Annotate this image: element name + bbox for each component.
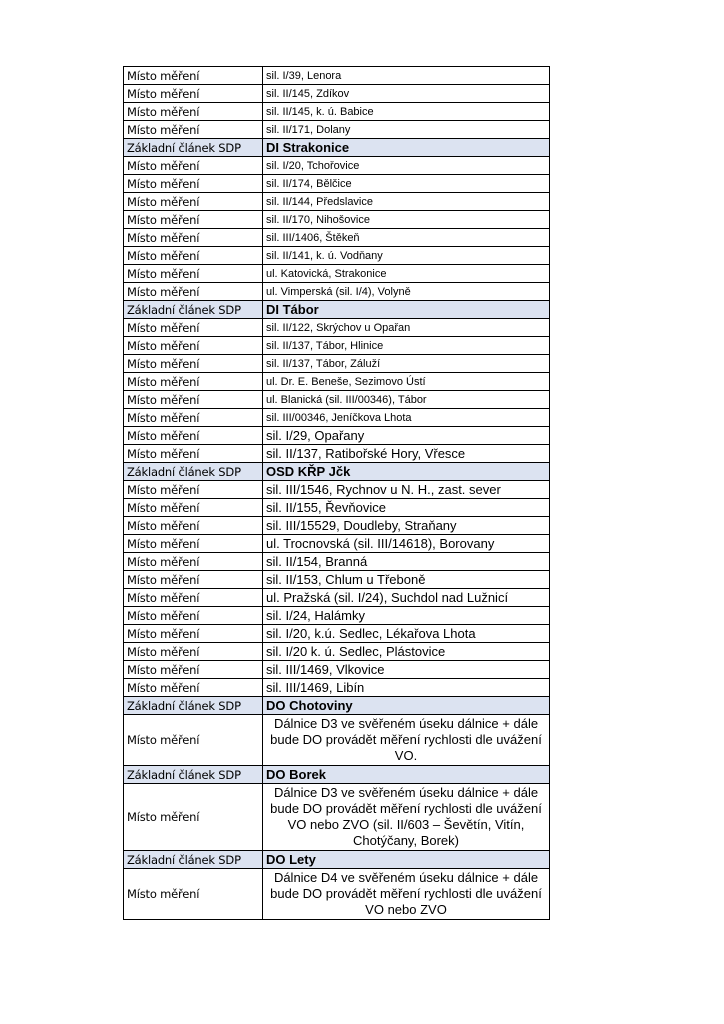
location-value-cell: sil. I/29, Opařany <box>263 427 550 445</box>
location-value-cell: ul. Vimperská (sil. I/4), Volyně <box>263 283 550 301</box>
table-row <box>124 157 550 175</box>
location-value-cell: Dálnice D3 ve svěřeném úseku dálnice + dále bude DO provádět měření rychlosti dle uvážení VO nebo ZVO (sil. II/603 – Ševětín, Vitín, Chotýčany, Borek) <box>263 784 550 851</box>
place-label-cell: Místo měření <box>124 103 263 121</box>
place-label-cell: Místo měření <box>124 607 263 625</box>
location-value-cell: ul. Trocnovská (sil. III/14618), Borovany <box>263 535 550 553</box>
place-label-cell: Místo měření <box>124 337 263 355</box>
table-row <box>124 643 550 661</box>
location-value-cell: sil. III/1546, Rychnov u N. H., zast. sever <box>263 481 550 499</box>
table-row <box>124 535 550 553</box>
location-value-cell: sil. II/145, k. ú. Babice <box>263 103 550 121</box>
table-body <box>124 67 550 920</box>
location-value-cell: Dálnice D4 ve svěřeném úseku dálnice + dále bude DO provádět měření rychlosti dle uvážení VO nebo ZVO <box>263 869 550 920</box>
place-label-cell: Místo měření <box>124 85 263 103</box>
place-label-cell: Místo měření <box>124 157 263 175</box>
section-name-cell: DI Strakonice <box>263 139 550 157</box>
table-row <box>124 607 550 625</box>
table-row <box>124 103 550 121</box>
place-label-cell: Místo měření <box>124 427 263 445</box>
place-label-cell: Místo měření <box>124 355 263 373</box>
location-value-cell: sil. I/20 k. ú. Sedlec, Plástovice <box>263 643 550 661</box>
table-row <box>124 67 550 85</box>
place-label-cell: Místo měření <box>124 517 263 535</box>
section-name-cell: DI Tábor <box>263 301 550 319</box>
table-row <box>124 175 550 193</box>
table-row <box>124 337 550 355</box>
section-label-cell: Základní článek SDP <box>124 463 263 481</box>
location-value-cell: sil. II/141, k. ú. Vodňany <box>263 247 550 265</box>
table-row <box>124 517 550 535</box>
section-header-row <box>124 851 550 869</box>
place-label-cell: Místo měření <box>124 535 263 553</box>
location-value-cell: sil. II/144, Předslavice <box>263 193 550 211</box>
table-row <box>124 427 550 445</box>
section-label-cell: Základní článek SDP <box>124 851 263 869</box>
place-label-cell: Místo měření <box>124 319 263 337</box>
section-label-cell: Základní článek SDP <box>124 697 263 715</box>
location-value-cell: sil. II/137, Tábor, Záluží <box>263 355 550 373</box>
location-value-cell: ul. Dr. E. Beneše, Sezimovo Ústí <box>263 373 550 391</box>
location-value-cell: sil. III/15529, Doudleby, Straňany <box>263 517 550 535</box>
location-value-cell: sil. II/153, Chlum u Třeboně <box>263 571 550 589</box>
place-label-cell: Místo měření <box>124 784 263 851</box>
place-label-cell: Místo měření <box>124 869 263 920</box>
place-label-cell: Místo měření <box>124 661 263 679</box>
table-row <box>124 85 550 103</box>
place-label-cell: Místo měření <box>124 625 263 643</box>
location-value-cell: sil. II/171, Dolany <box>263 121 550 139</box>
place-label-cell: Místo měření <box>124 229 263 247</box>
place-label-cell: Místo měření <box>124 373 263 391</box>
section-label-cell: Základní článek SDP <box>124 301 263 319</box>
table-row <box>124 265 550 283</box>
place-label-cell: Místo měření <box>124 715 263 766</box>
location-value-cell: sil. II/122, Skrýchov u Opařan <box>263 319 550 337</box>
table-row <box>124 869 550 920</box>
table-row <box>124 679 550 697</box>
section-header-row <box>124 301 550 319</box>
place-label-cell: Místo měření <box>124 283 263 301</box>
table-row <box>124 283 550 301</box>
place-label-cell: Místo měření <box>124 409 263 427</box>
section-header-row <box>124 697 550 715</box>
section-header-row <box>124 766 550 784</box>
table-row <box>124 553 550 571</box>
location-value-cell: sil. II/155, Řevňovice <box>263 499 550 517</box>
table-row <box>124 229 550 247</box>
location-value-cell: sil. II/174, Bělčice <box>263 175 550 193</box>
table-row <box>124 589 550 607</box>
table-row <box>124 445 550 463</box>
place-label-cell: Místo měření <box>124 67 263 85</box>
table-row <box>124 661 550 679</box>
section-name-cell: DO Chotoviny <box>263 697 550 715</box>
location-value-cell: sil. II/154, Branná <box>263 553 550 571</box>
location-value-cell: sil. III/1469, Libín <box>263 679 550 697</box>
place-label-cell: Místo měření <box>124 499 263 517</box>
table-row <box>124 784 550 851</box>
table-row <box>124 211 550 229</box>
place-label-cell: Místo měření <box>124 481 263 499</box>
section-header-row <box>124 463 550 481</box>
section-label-cell: Základní článek SDP <box>124 139 263 157</box>
table-row <box>124 571 550 589</box>
place-label-cell: Místo měření <box>124 247 263 265</box>
location-value-cell: sil. II/137, Tábor, Hlinice <box>263 337 550 355</box>
location-value-cell: Dálnice D3 ve svěřeném úseku dálnice + dále bude DO provádět měření rychlosti dle uvážení VO. <box>263 715 550 766</box>
table-row <box>124 391 550 409</box>
place-label-cell: Místo měření <box>124 643 263 661</box>
table-row <box>124 373 550 391</box>
table-row <box>124 355 550 373</box>
place-label-cell: Místo měření <box>124 121 263 139</box>
location-value-cell: sil. III/00346, Jeníčkova Lhota <box>263 409 550 427</box>
location-value-cell: ul. Katovická, Strakonice <box>263 265 550 283</box>
section-name-cell: DO Lety <box>263 851 550 869</box>
place-label-cell: Místo měření <box>124 265 263 283</box>
place-label-cell: Místo měření <box>124 211 263 229</box>
table-row <box>124 715 550 766</box>
table-row <box>124 625 550 643</box>
location-value-cell: sil. II/145, Zdíkov <box>263 85 550 103</box>
location-value-cell: sil. I/20, k.ú. Sedlec, Lékařova Lhota <box>263 625 550 643</box>
section-name-cell: OSD KŘP Jčk <box>263 463 550 481</box>
location-value-cell: sil. III/1406, Štěkeň <box>263 229 550 247</box>
place-label-cell: Místo měření <box>124 445 263 463</box>
place-label-cell: Místo měření <box>124 391 263 409</box>
section-name-cell: DO Borek <box>263 766 550 784</box>
table-row <box>124 121 550 139</box>
place-label-cell: Místo měření <box>124 589 263 607</box>
location-value-cell: ul. Pražská (sil. I/24), Suchdol nad Lužnicí <box>263 589 550 607</box>
table-row <box>124 499 550 517</box>
location-value-cell: sil. I/24, Halámky <box>263 607 550 625</box>
section-header-row <box>124 139 550 157</box>
table-row <box>124 409 550 427</box>
place-label-cell: Místo měření <box>124 175 263 193</box>
location-value-cell: sil. III/1469, Vlkovice <box>263 661 550 679</box>
table-row <box>124 319 550 337</box>
location-value-cell: sil. II/170, Nihošovice <box>263 211 550 229</box>
location-value-cell: sil. I/39, Lenora <box>263 67 550 85</box>
place-label-cell: Místo měření <box>124 679 263 697</box>
place-label-cell: Místo měření <box>124 193 263 211</box>
location-value-cell: ul. Blanická (sil. III/00346), Tábor <box>263 391 550 409</box>
location-value-cell: sil. II/137, Ratibořské Hory, Vřesce <box>263 445 550 463</box>
table-row <box>124 481 550 499</box>
place-label-cell: Místo měření <box>124 571 263 589</box>
measurement-locations-table <box>123 66 550 920</box>
table-row <box>124 193 550 211</box>
location-value-cell: sil. I/20, Tchořovice <box>263 157 550 175</box>
place-label-cell: Místo měření <box>124 553 263 571</box>
section-label-cell: Základní článek SDP <box>124 766 263 784</box>
table-row <box>124 247 550 265</box>
